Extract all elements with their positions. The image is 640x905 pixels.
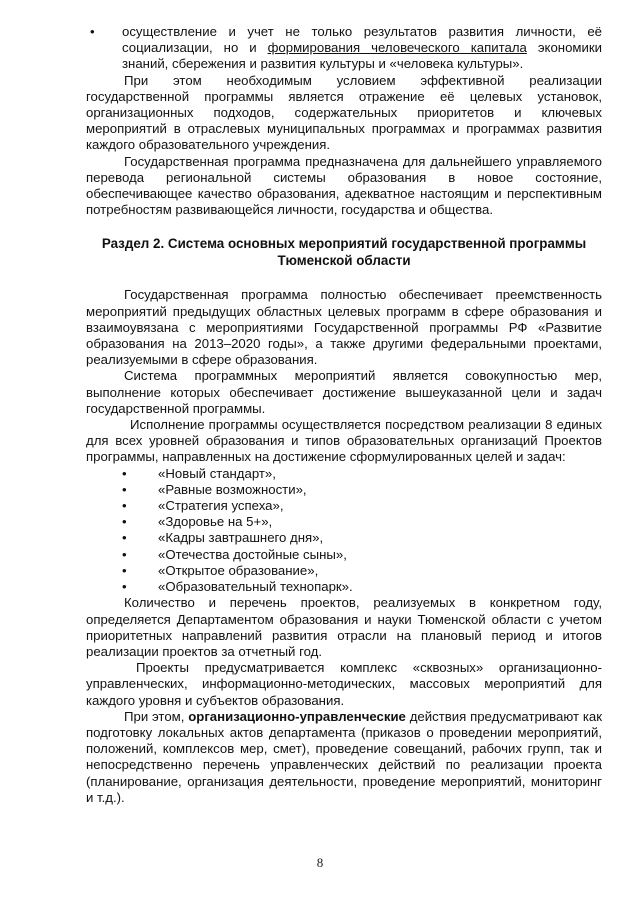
org-actions-lead: При этом, <box>124 708 189 724</box>
paragraph-goals: При этом необходимым условием эффективной реализации государственной программы является отражение её целевых установок, организационных подходов, содержательных приоритетов и ключевых мероприятий в отраслевых муниципальных программах и программах развития каждого образовательного учреждения. <box>86 72 602 153</box>
project-label: «Стратегия успеха», <box>158 498 284 514</box>
section-title-line1: Раздел 2. Система основных мероприятий государственной программы <box>101 236 587 252</box>
paragraph-purpose: Государственная программа предназначена для дальнейшего управляемого перевода региональной системы образования в новое состояние, обеспечивающее качество образования, адекватное настоящим и перспективным потребностям развивающейся личности, государства и общества. <box>86 153 602 218</box>
projects-list <box>86 466 602 596</box>
bullet-icon: • <box>122 530 127 546</box>
bullet-icon: • <box>122 481 127 497</box>
list-item <box>86 563 602 579</box>
project-label: «Равные возможности», <box>158 481 307 497</box>
spacer <box>86 269 602 287</box>
project-label: «Здоровье на 5+», <box>158 514 273 530</box>
list-item <box>86 482 602 498</box>
org-actions-rest: действия предусматривают как подготовку локальных актов департамента (приказов о проведении мероприятий, положений, комплексов мер, смет), проведение совещаний, рабочих групп, так и непосредственно перечень управленческих действий по реализации проекта (планирование, организация деятельности, проведение мероприятий, мониторинг и т.д.). <box>86 708 602 805</box>
list-item <box>86 579 602 595</box>
bullet-icon: • <box>90 24 95 39</box>
section-title-line2: Тюменской области <box>277 252 411 268</box>
paragraph-complex: Проекты предусматривается комплекс «сквозных» организационно-управленческих, информационно-методических, массовых мероприятий для каждого уровня и субъектов образования. <box>86 660 602 708</box>
top-bullet-part2: экономики знаний, сбережения и развития культуры и «человека культуры». <box>122 40 602 72</box>
top-bullet-text <box>122 24 602 73</box>
section-title <box>86 236 602 269</box>
project-label: «Новый стандарт», <box>158 465 276 481</box>
human-capital-link[interactable]: формирования человеческого капитала <box>267 40 527 56</box>
bullet-icon: • <box>122 562 127 578</box>
paragraph-quantity: Количество и перечень проектов, реализуемых в конкретном году, определяется Департаментом образования и науки Тюменской области с учетом приоритетных направлений развития отрасли на плановый период и итогов реализации проектов за отчетный год. <box>86 595 602 659</box>
bullet-icon: • <box>122 514 127 530</box>
paragraph-execution: Исполнение программы осуществляется посредством реализации 8 единых для всех уровней образования и типов образовательных организаций Проектов программы, направленных на достижение сформулированных целей и задач: <box>86 417 602 465</box>
paragraph-org-actions <box>86 709 602 806</box>
project-label: «Открытое образование», <box>158 562 319 578</box>
bullet-icon: • <box>122 465 127 481</box>
bullet-icon: • <box>122 546 127 562</box>
list-item <box>86 514 602 530</box>
list-item <box>86 498 602 514</box>
project-label: «Отечества достойные сыны», <box>158 546 347 562</box>
list-item <box>86 466 602 482</box>
bullet-icon: • <box>122 498 127 514</box>
project-label: «Образовательный технопарк». <box>158 579 353 595</box>
top-bullet-item <box>86 24 602 73</box>
bullet-icon: • <box>122 579 127 595</box>
org-actions-bold: организационно-управленческие <box>188 708 406 724</box>
spacer <box>86 218 602 236</box>
paragraph-system: Система программных мероприятий является совокупностью мер, выполнение которых обеспечивает достижение вышеуказанной цели и задач государственной программы. <box>86 368 602 416</box>
list-item <box>86 547 602 563</box>
page-number: 8 <box>316 855 324 870</box>
project-label: «Кадры завтрашнего дня», <box>158 530 324 546</box>
top-bullet-part1: осуществление и учет не только результатов развития личности, её социализации, но и <box>122 24 602 56</box>
list-item <box>86 530 602 546</box>
paragraph-continuity: Государственная программа полностью обеспечивает преемственность мероприятий предыдущих областных целевых программ в сфере образования и взаимоувязана с мероприятиями Государственной программы РФ «Развитие образования на 2013–2020 годы», а также другими федеральными проектами, реализуемыми в сфере образования. <box>86 287 602 368</box>
